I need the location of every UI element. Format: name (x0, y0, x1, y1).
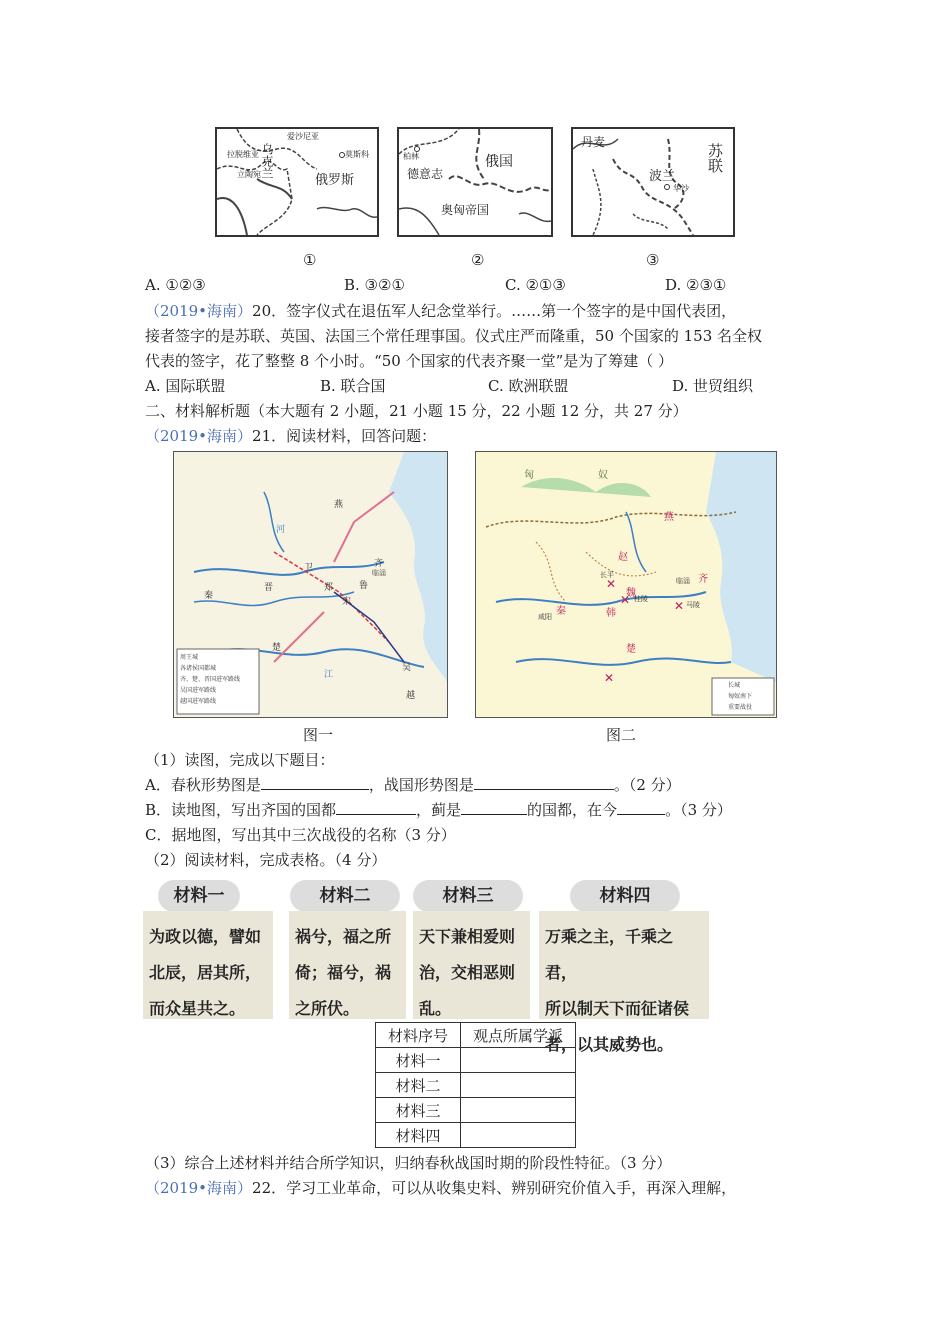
fig2-label: 韩 (606, 608, 616, 619)
answer-blank[interactable] (617, 800, 665, 815)
map-2-label: 奥匈帝国 (441, 203, 490, 217)
map-1-label: 俄罗斯 (315, 173, 355, 188)
fig2-label: 长平 (600, 571, 614, 579)
fig2-label: 临淄 (676, 577, 690, 585)
source-tag: （2019•海南） (145, 427, 253, 445)
option-a[interactable]: A. ①②③ (145, 276, 206, 294)
answer-blank[interactable] (474, 775, 614, 790)
answer-cell[interactable] (461, 1048, 576, 1073)
fig2-label: 赵 (618, 552, 628, 563)
map-3-label: 华沙 (673, 184, 689, 193)
fig1-label: 临淄 (372, 569, 386, 577)
q20-line-1: （2019•海南）20．签字仪式在退伍军人纪念堂举行。……第一个签字的是中国代表团， (145, 302, 737, 320)
fig1-label: 楚 (272, 643, 282, 653)
q21-part1: （1）读图，完成以下题目： (145, 751, 335, 769)
map-1-label: 立陶宛 (237, 170, 261, 179)
answer-blank[interactable] (336, 800, 416, 815)
svg-text:✕: ✕ (620, 593, 631, 607)
source-tag: （2019•海南） (145, 1179, 253, 1197)
table-header: 材料序号 (376, 1023, 461, 1048)
table-row (376, 1073, 576, 1098)
table-cell: 材料三 (376, 1098, 461, 1123)
q20-line-2: 接者签字的是苏联、英国、法国三个常任理事国。仪式庄严而隆重，50 个国家的 153 名全权 (145, 327, 763, 345)
table-header: 观点所属学派 (461, 1023, 576, 1048)
option-d[interactable]: D. ②③① (665, 276, 727, 294)
option-b[interactable]: B. 联合国 (320, 377, 386, 395)
q21-stem: （2019•海南）21．阅读材料，回答问题： (145, 427, 437, 445)
svg-text:✕: ✕ (604, 671, 615, 685)
fig1-label: 晋 (264, 583, 274, 593)
map-1-caption: ① (303, 251, 317, 269)
material-4-text: 万乘之主，千乘之君， 所以制天下而征诸侯 者，以其威势也。 (539, 911, 709, 1019)
fig1-label: 河 (276, 525, 286, 535)
map-2-label: 德意志 (407, 167, 444, 181)
fig2-label: 燕 (664, 512, 674, 523)
legend-item: 匈奴南下 (728, 693, 753, 700)
legend-item: 越国进军路线 (180, 698, 217, 705)
map-1-label: 莫斯科 (345, 150, 369, 159)
map-2-caption: ② (471, 251, 485, 269)
fig1-label: 吴 (402, 663, 412, 673)
q21-part3: （3）综合上述材料并结合所学知识，归纳春秋战国时期的阶段性特征。（3 分） (145, 1154, 672, 1172)
answer-table (375, 1022, 576, 1148)
figure-2-caption: 图二 (606, 726, 637, 744)
figure-1-caption: 图一 (303, 726, 334, 744)
answer-cell[interactable] (461, 1098, 576, 1123)
source-tag: （2019•海南） (145, 302, 253, 320)
q22-stem: （2019•海南）22．学习工业革命，可以从收集史料、辨别研究价值入手，再深入理解， (145, 1179, 737, 1197)
q21-part2: （2）阅读材料，完成表格。（4 分） (145, 851, 387, 869)
fig2-label: 马陵 (686, 601, 700, 609)
fig1-label: 秦 (204, 591, 214, 601)
q21-part1-a: A．春秋形势图是 ，战国形势图是 。（2 分） (145, 776, 681, 794)
section-heading: 二、材料解析题（本大题有 2 小题，21 小题 15 分，22 小题 12 分，共 27 分） (145, 402, 688, 420)
fig2-legend (728, 680, 752, 713)
table-header-row (376, 1023, 576, 1048)
legend-item: 长城 (728, 682, 741, 689)
fig2-label: 秦 (556, 606, 566, 617)
fig1-label: 郑 (324, 583, 334, 593)
fig2-label: 奴 (598, 470, 608, 481)
table-cell: 材料二 (376, 1073, 461, 1098)
material-1-text: 为政以德，譬如 北辰，居其所， 而众星共之。 (143, 911, 273, 1019)
map-2-label: 柏林 (403, 152, 419, 161)
fig1-label: 宋 (342, 597, 352, 607)
fig2-label: 魏 (626, 588, 636, 599)
map-3-label: 丹麦 (581, 135, 606, 149)
table-row (376, 1123, 576, 1148)
legend-item: 吴国进军路线 (180, 687, 217, 694)
fig1-legend (180, 652, 240, 707)
map-3 (571, 127, 735, 237)
fig1-label: 鲁 (359, 581, 369, 591)
table-row (376, 1048, 576, 1073)
fig2-label: 桂陵 (634, 595, 648, 603)
map-1-label: 拉脱维亚 (227, 150, 259, 159)
answer-cell[interactable] (461, 1073, 576, 1098)
material-4-title: 材料四 (570, 880, 680, 912)
map-2-drawing (399, 129, 551, 235)
answer-blank[interactable] (461, 800, 527, 815)
option-d[interactable]: D. 世贸组织 (672, 377, 754, 395)
material-2-text: 祸兮，福之所 倚；福兮，祸 之所伏。 (289, 911, 406, 1019)
map-3-caption: ③ (646, 251, 660, 269)
q21-part1-b: B．读地图，写出齐国的国都 ，蓟是 的国都，在今 。（3 分） (145, 801, 732, 819)
svg-text:✕: ✕ (674, 599, 685, 613)
map-1 (215, 127, 379, 237)
figure-1-map (173, 451, 448, 718)
material-3-title: 材料三 (413, 880, 523, 912)
legend-item: 周王城 (180, 654, 199, 661)
q21-part1-c: C．据地图，写出其中三次战役的名称（3 分） (145, 826, 456, 844)
fig1-label: 江 (324, 670, 334, 680)
option-a[interactable]: A. 国际联盟 (145, 377, 226, 395)
answer-cell[interactable] (461, 1123, 576, 1148)
fig1-label: 燕 (334, 500, 344, 510)
map-2-label: 俄国 (485, 154, 513, 170)
q20-line-3: 代表的签字，花了整整 8 个小时。“50 个国家的代表齐聚一堂”是为了筹建（ ） (145, 352, 674, 370)
legend-item: 齐、楚、晋国进军路线 (180, 676, 241, 683)
fig1-label: 越 (406, 691, 416, 701)
option-b[interactable]: B. ③②① (344, 276, 405, 294)
fig2-label: 楚 (626, 644, 636, 655)
fig2-label: 齐 (698, 574, 708, 585)
fig2-label: 咸阳 (538, 613, 552, 621)
table-cell: 材料一 (376, 1048, 461, 1073)
material-1-title: 材料一 (158, 880, 240, 912)
legend-item: 重要战役 (728, 704, 753, 711)
material-2-title: 材料二 (290, 880, 400, 912)
svg-text:✕: ✕ (606, 577, 617, 591)
table-row (376, 1098, 576, 1123)
material-3-text: 天下兼相爱则 治，交相恶则 乱。 (413, 911, 530, 1019)
map-3-label: 苏联 (706, 143, 724, 173)
fig1-label: 卫 (304, 563, 314, 573)
answer-blank[interactable] (261, 775, 369, 790)
map-1-label: 乌克兰 (260, 143, 274, 179)
legend-item: 各诸侯国都城 (180, 665, 217, 672)
map-3-label: 波兰 (649, 169, 676, 184)
option-c[interactable]: C. ②①③ (505, 276, 566, 294)
fig2-label: 匈 (524, 470, 534, 481)
table-cell: 材料四 (376, 1123, 461, 1148)
option-c[interactable]: C. 欧洲联盟 (488, 377, 569, 395)
map-1-label: 爱沙尼亚 (287, 132, 319, 141)
figure-2-map (475, 451, 777, 718)
map-2 (397, 127, 553, 237)
fig1-label: 齐 (374, 559, 384, 569)
